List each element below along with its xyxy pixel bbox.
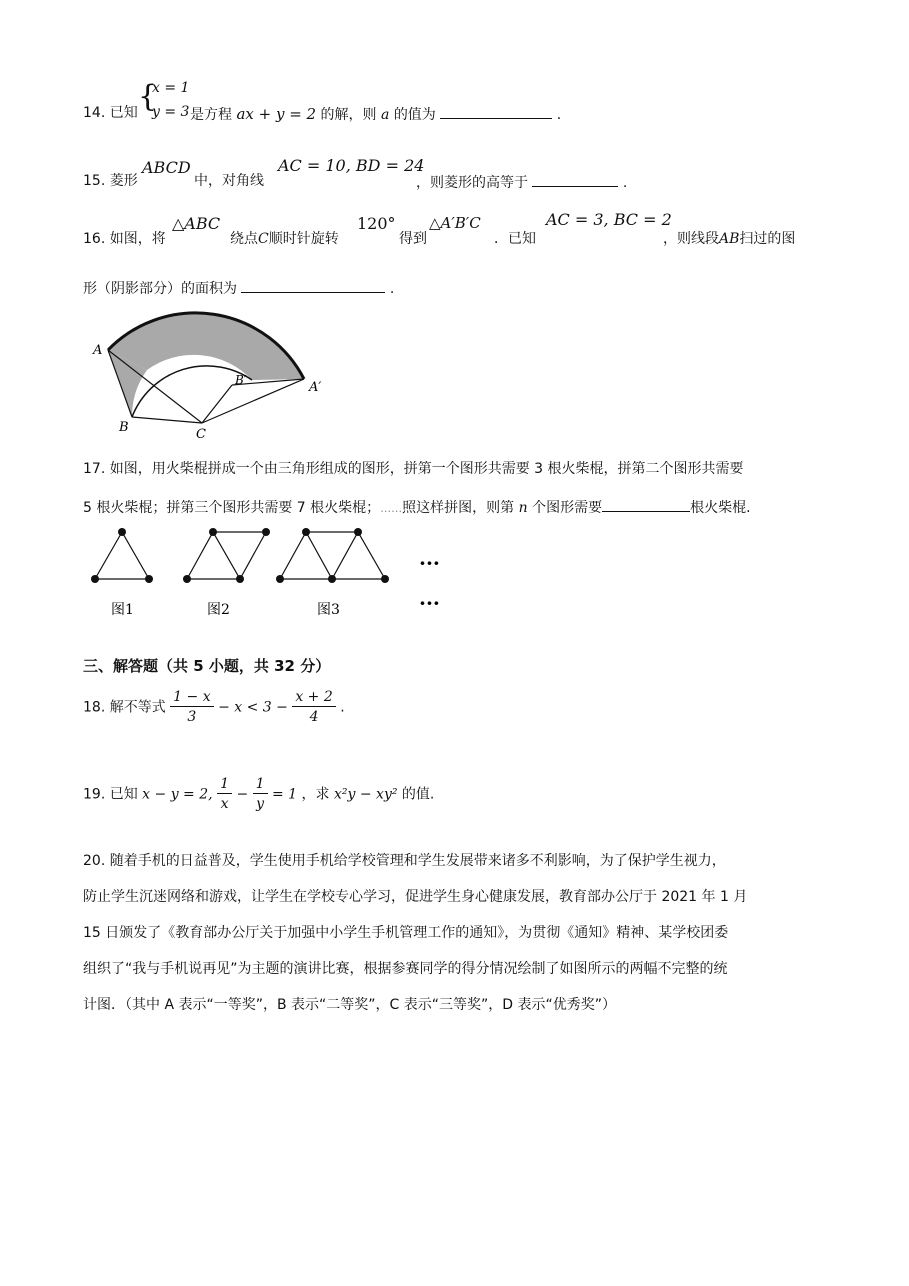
q17-line1	[83, 458, 744, 478]
q17-figure-1	[95, 532, 149, 579]
q14-system-eq2: y = 3	[152, 104, 190, 120]
q16-text-around: 绕点	[230, 231, 258, 247]
q20-line1: 20. 随着手机的日益普及，学生使用手机给学校管理和学生发展带来诸多不利影响，为了保护学生视力，	[83, 853, 726, 869]
q16-side-bc	[132, 417, 202, 423]
q17-caption-2: 图2	[207, 602, 230, 618]
q18-frac2-denominator: 4	[309, 709, 319, 725]
q14-text-post1: 的解，则	[320, 107, 377, 123]
q20-line4: 组织了“我与手机说再见”为主题的演讲比赛，根据参赛同学的得分情况绘制了如图所示的两幅不完整的统	[83, 961, 728, 977]
q18-fraction-1	[170, 688, 213, 727]
q16-answer-blank[interactable]	[241, 276, 385, 293]
q19-frac2-denominator: y	[256, 796, 265, 812]
q20-line3: 15 日颁发了《教育部办公厅关于加强中小学生手机管理工作的通知》，为贯彻《通知》精神、某学校团委	[83, 925, 729, 941]
q16-text-rotate: 顺时针旋转	[268, 231, 339, 247]
q17-dots-1: ···	[419, 551, 440, 575]
q17-line2	[83, 495, 751, 517]
q15-diagonals: AC = 10, BD = 24	[278, 156, 425, 175]
q16-condition: AC = 3, BC = 2	[546, 210, 672, 229]
q17-answer-blank[interactable]	[602, 495, 690, 512]
q17-fig3-dot	[302, 528, 310, 536]
q16-text-pre: 如图，将	[109, 231, 166, 247]
q14-system-brace: {	[138, 79, 158, 114]
q16-line2	[83, 276, 394, 298]
q19-frac1-numerator: 1	[217, 775, 232, 794]
q16-segment: AB	[719, 231, 740, 247]
q15-text-pre: 菱形	[109, 173, 138, 189]
q19-text-mid: ，求	[301, 786, 330, 803]
q14-text-mid: 是方程	[190, 107, 232, 123]
q17-fig3-dot	[381, 575, 389, 583]
q17-fig2-dot	[262, 528, 270, 536]
q15-text-post: ，则菱形的高等于	[416, 175, 528, 191]
q16-text-get: 得到	[399, 231, 427, 247]
q18-frac2-numerator: x + 2	[292, 688, 335, 707]
q17-fig1-dot	[118, 528, 126, 536]
q16-figure	[85, 305, 335, 445]
q16-number: 16.	[83, 231, 106, 247]
q15-line-rest	[416, 170, 627, 192]
q15-end: .	[622, 175, 628, 191]
q17-text-line2a: 5 根火柴棍；拼第三个图形共需要 7 根火柴棍；	[83, 500, 381, 516]
q20-line2: 防止学生沉迷网络和游戏，让学生在学校专心学习，促进学生身心健康发展，教育部办公厅于 2021 年 1 月	[83, 889, 748, 905]
q17-fig1-dot	[145, 575, 153, 583]
q14-line	[83, 102, 138, 122]
q17-fig2-lines	[187, 532, 266, 579]
q16-side-a2c	[202, 379, 304, 423]
q18-end: .	[340, 699, 345, 716]
q18-line	[83, 688, 345, 727]
q16-triangle1: △ABC	[172, 214, 221, 233]
q17-dots-2: ···	[419, 591, 440, 615]
q19-minus: −	[236, 786, 249, 803]
q16-line1c	[663, 228, 795, 248]
q16-end: .	[389, 281, 395, 297]
q16-label-a: A	[93, 343, 103, 358]
q17-text-line2b: 照这样拼图，则第	[402, 500, 515, 516]
q15-shape: ABCD	[142, 158, 191, 177]
q17-fig3-dot	[354, 528, 362, 536]
q17-var-n: n	[518, 500, 528, 516]
q19-fraction-1	[217, 775, 232, 814]
q19-text-pre: 已知	[109, 786, 138, 803]
q17-figure-2	[187, 532, 266, 579]
q17-fig3-dot	[276, 575, 284, 583]
q17-fig2-dot	[236, 575, 244, 583]
q18-fraction-2	[292, 688, 335, 727]
q16-label-b: B	[119, 420, 129, 435]
q20-line5: 计图．（其中 A 表示“一等奖”，B 表示“二等奖”，C 表示“三等奖”，D 表示“优秀奖”）	[83, 997, 617, 1013]
q16-label-a-prime: A′	[309, 380, 322, 395]
q14-number: 14.	[83, 105, 106, 121]
q19-number: 19.	[83, 786, 106, 803]
q14-var-a: a	[381, 107, 390, 123]
q16-point-c: C	[258, 231, 269, 247]
q17-fig1-dot	[91, 575, 99, 583]
q14-text-pre: 已知	[109, 105, 138, 121]
q19-fraction-2	[253, 775, 268, 814]
q17-ellipsis: ……	[380, 502, 403, 515]
q14-line-rest	[190, 102, 561, 124]
q19-condition: x − y = 2,	[142, 786, 213, 803]
section-title: 三、解答题（共 5 小题，共 32 分）	[83, 657, 331, 675]
q17-fig3-lines	[280, 532, 385, 579]
q17-number: 17.	[83, 461, 106, 477]
q16-angle: 120°	[357, 214, 396, 233]
q14-equation: ax + y = 2	[236, 105, 317, 123]
q19-frac1-denominator: x	[220, 796, 229, 812]
q17-fig3-dot	[328, 575, 336, 583]
q17-caption-3: 图3	[317, 602, 340, 618]
q16-line1a	[83, 228, 166, 248]
q19-frac2-numerator: 1	[253, 775, 268, 794]
q19-line	[83, 775, 434, 814]
q17-fig2-dot	[183, 575, 191, 583]
q18-frac1-denominator: 3	[187, 709, 197, 725]
q16-text-line2: 形（阴影部分）的面积为	[83, 281, 237, 297]
q16-triangle2: △A′B′C	[429, 214, 481, 232]
q15-line	[83, 170, 138, 190]
q14-answer-blank[interactable]	[440, 102, 552, 119]
q17-fig2-dot	[209, 528, 217, 536]
q18-number: 18.	[83, 699, 106, 716]
q19-text-post: 的值.	[401, 786, 435, 803]
q17-text-line1: 如图，用火柴棍拼成一个由三角形组成的图形，拼第一个图形共需要 3 根火柴棍，拼第二个图形共需要	[109, 461, 744, 477]
q18-text-pre: 解不等式	[109, 699, 166, 716]
q19-expression: x²y − xy²	[334, 786, 398, 803]
q16-label-b-prime: B′	[235, 373, 247, 387]
q17-text-line2c: 个图形需要	[532, 500, 603, 516]
q14-system-eq1: x = 1	[152, 80, 190, 96]
q16-side-b2c	[202, 385, 232, 423]
q14-text-post2: 的值为	[393, 107, 436, 123]
q17-caption-1: 图1	[111, 602, 134, 618]
q16-label-c: C	[196, 427, 206, 442]
q15-answer-blank[interactable]	[532, 170, 618, 187]
q18-frac1-numerator: 1 − x	[170, 688, 213, 707]
q15-number: 15.	[83, 173, 106, 189]
q16-line1b	[230, 228, 339, 248]
q14-end: .	[556, 107, 562, 123]
q17-text-line2d: 根火柴棍.	[690, 500, 751, 516]
q16-text-tail1: ，则线段	[663, 231, 719, 247]
q19-equals: = 1	[272, 786, 298, 803]
q18-middle: − x < 3 −	[218, 699, 288, 716]
q16-text-known: ．已知	[494, 231, 536, 247]
q16-text-tail2: 扫过的图	[739, 231, 796, 247]
q17-fig1-triangle	[95, 532, 149, 579]
q15-text-mid: 中，对角线	[194, 173, 264, 189]
q17-figure	[85, 524, 455, 624]
q17-figure-3	[280, 532, 385, 579]
